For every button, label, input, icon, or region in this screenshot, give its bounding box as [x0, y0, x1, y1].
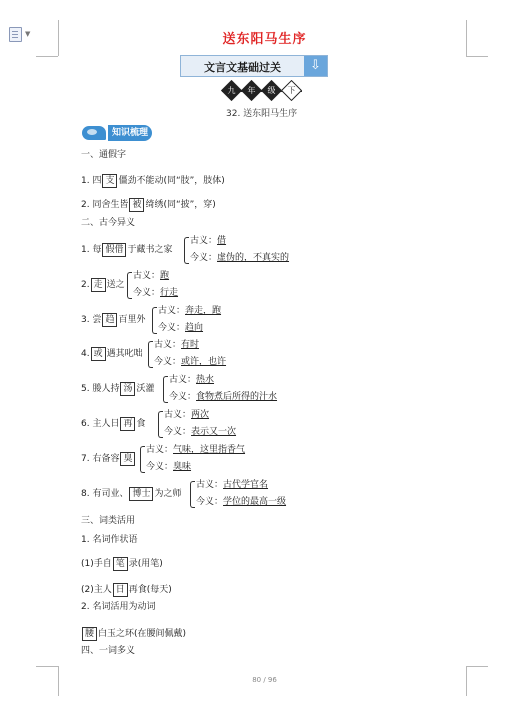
modern-meaning: 今义：虚伪的，不真实的 [190, 253, 290, 263]
item-prefix: (2)主人 [81, 585, 112, 595]
brace [190, 481, 195, 508]
page-number: 80 / 96 [252, 676, 277, 684]
list-item [81, 583, 172, 597]
sub-heading: 2. 名词活用为动词 [81, 602, 156, 612]
list-item [81, 627, 186, 641]
grade-ribbon [222, 83, 302, 99]
brace [152, 307, 157, 334]
modern-meaning: 今义：行走 [133, 288, 179, 298]
crop-mark-tr-h [466, 56, 488, 57]
boxed-char: 被 [129, 198, 144, 212]
crop-mark-bl-h [36, 666, 58, 667]
ancient-meaning: 古义：两次 [164, 410, 210, 420]
list-item [81, 198, 216, 212]
section-heading-1: 一、通假字 [81, 150, 127, 160]
item-note: 再食(每天) [128, 585, 172, 595]
ancient-meaning: 古义：跑 [133, 271, 170, 281]
item-text: 于藏书之家 [127, 245, 173, 255]
item-text: 食 [136, 419, 146, 429]
item-prefix: 1. 四 [81, 176, 102, 186]
brace [148, 341, 153, 368]
item-prefix: 2. 同舍生皆 [81, 200, 129, 210]
boxed-word: 假借 [102, 243, 126, 257]
modern-meaning: 今义：臭味 [146, 462, 192, 472]
section-heading-3: 三、词类活用 [81, 516, 136, 526]
ancient-meaning: 古义：热水 [169, 375, 215, 385]
list-item [81, 452, 136, 466]
section-heading-2: 二、古今异义 [81, 218, 136, 228]
item-text: 为之师 [154, 489, 182, 499]
item-prefix: (1)手自 [81, 559, 112, 569]
list-item [81, 557, 163, 571]
brace [184, 237, 189, 264]
grade-char-4: 下 [281, 80, 302, 101]
ancient-meaning: 古义：古代学官名 [196, 480, 269, 490]
modern-meaning: 今义：表示又一次 [164, 427, 237, 437]
list-item [81, 487, 181, 501]
brace [158, 411, 163, 438]
crop-mark-tl-h [36, 56, 58, 57]
item-prefix: 1. 每 [81, 245, 102, 255]
modern-meaning: 今义：食物煮后所得的汁水 [169, 392, 278, 402]
section-heading-4: 四、一词多义 [81, 646, 136, 656]
modern-meaning: 今义：趋向 [158, 323, 204, 333]
badge-label: 知识梳理 [108, 125, 152, 141]
page-title: 送东阳马生序 [222, 32, 307, 47]
lesson-subtitle: 32. 送东阳马生序 [226, 109, 298, 119]
grade-char-2: 年 [241, 80, 262, 101]
grade-char-3: 级 [261, 80, 282, 101]
list-item [81, 278, 125, 292]
crop-mark-br-h [466, 666, 488, 667]
grade-char-1: 九 [221, 80, 242, 101]
brace [140, 446, 145, 473]
ancient-meaning: 古义：有时 [154, 340, 200, 350]
modern-meaning: 今义：学位的最高一级 [196, 497, 287, 507]
boxed-char: 日 [113, 583, 128, 597]
boxed-word: 博士 [129, 487, 153, 501]
chevron-down-icon[interactable]: ▼ [25, 30, 31, 38]
wave-icon [82, 126, 106, 140]
list-item [81, 243, 172, 257]
item-note: 僵劲不能动(同“肢”，肢体) [118, 176, 225, 186]
item-text: 遇其叱咄 [106, 349, 143, 359]
sub-heading: 1. 名词作状语 [81, 535, 138, 545]
list-item [81, 347, 143, 361]
boxed-char: 笔 [113, 557, 128, 571]
knowledge-badge [82, 125, 152, 141]
boxed-word: 再 [120, 417, 135, 431]
item-prefix: 5. 媵人持 [81, 384, 120, 394]
list-item [81, 174, 225, 188]
item-note: 录(用笔) [128, 559, 163, 569]
item-note: 白玉之环(在腰间佩戴) [98, 629, 187, 639]
ancient-meaning: 古义：气味，这里指香气 [146, 445, 246, 455]
boxed-word: 汤 [120, 382, 135, 396]
brace [163, 376, 168, 403]
item-text: 百里外 [118, 315, 146, 325]
item-prefix: 6. 主人日 [81, 419, 120, 429]
item-note: 绮绣(同“披”，穿) [145, 200, 216, 210]
boxed-word: 走 [91, 278, 106, 292]
item-text: 送之 [106, 280, 125, 290]
ancient-meaning: 古义：借 [190, 236, 227, 246]
arrow-down-icon: ⇩ [304, 56, 327, 76]
boxed-char: 支 [102, 174, 117, 188]
list-item [81, 382, 154, 396]
item-prefix: 4. [81, 349, 90, 359]
boxed-word: 趋 [102, 313, 117, 327]
item-prefix: 3. 尝 [81, 315, 102, 325]
list-item [81, 313, 145, 327]
modern-meaning: 今义：或许，也许 [154, 357, 227, 367]
item-prefix: 8. 有司业、 [81, 489, 129, 499]
brace [127, 272, 132, 299]
list-item [81, 417, 145, 431]
boxed-word: 或 [91, 347, 106, 361]
item-prefix: 2. [81, 280, 90, 290]
item-text: 沃灌 [136, 384, 155, 394]
boxed-word: 臭 [120, 452, 135, 466]
banner-label: 文言文基础过关 [204, 61, 281, 74]
boxed-char: 腰 [82, 627, 97, 641]
item-prefix: 7. 右备容 [81, 454, 120, 464]
section-banner [180, 55, 328, 77]
ancient-meaning: 古义：奔走，跑 [158, 306, 222, 316]
